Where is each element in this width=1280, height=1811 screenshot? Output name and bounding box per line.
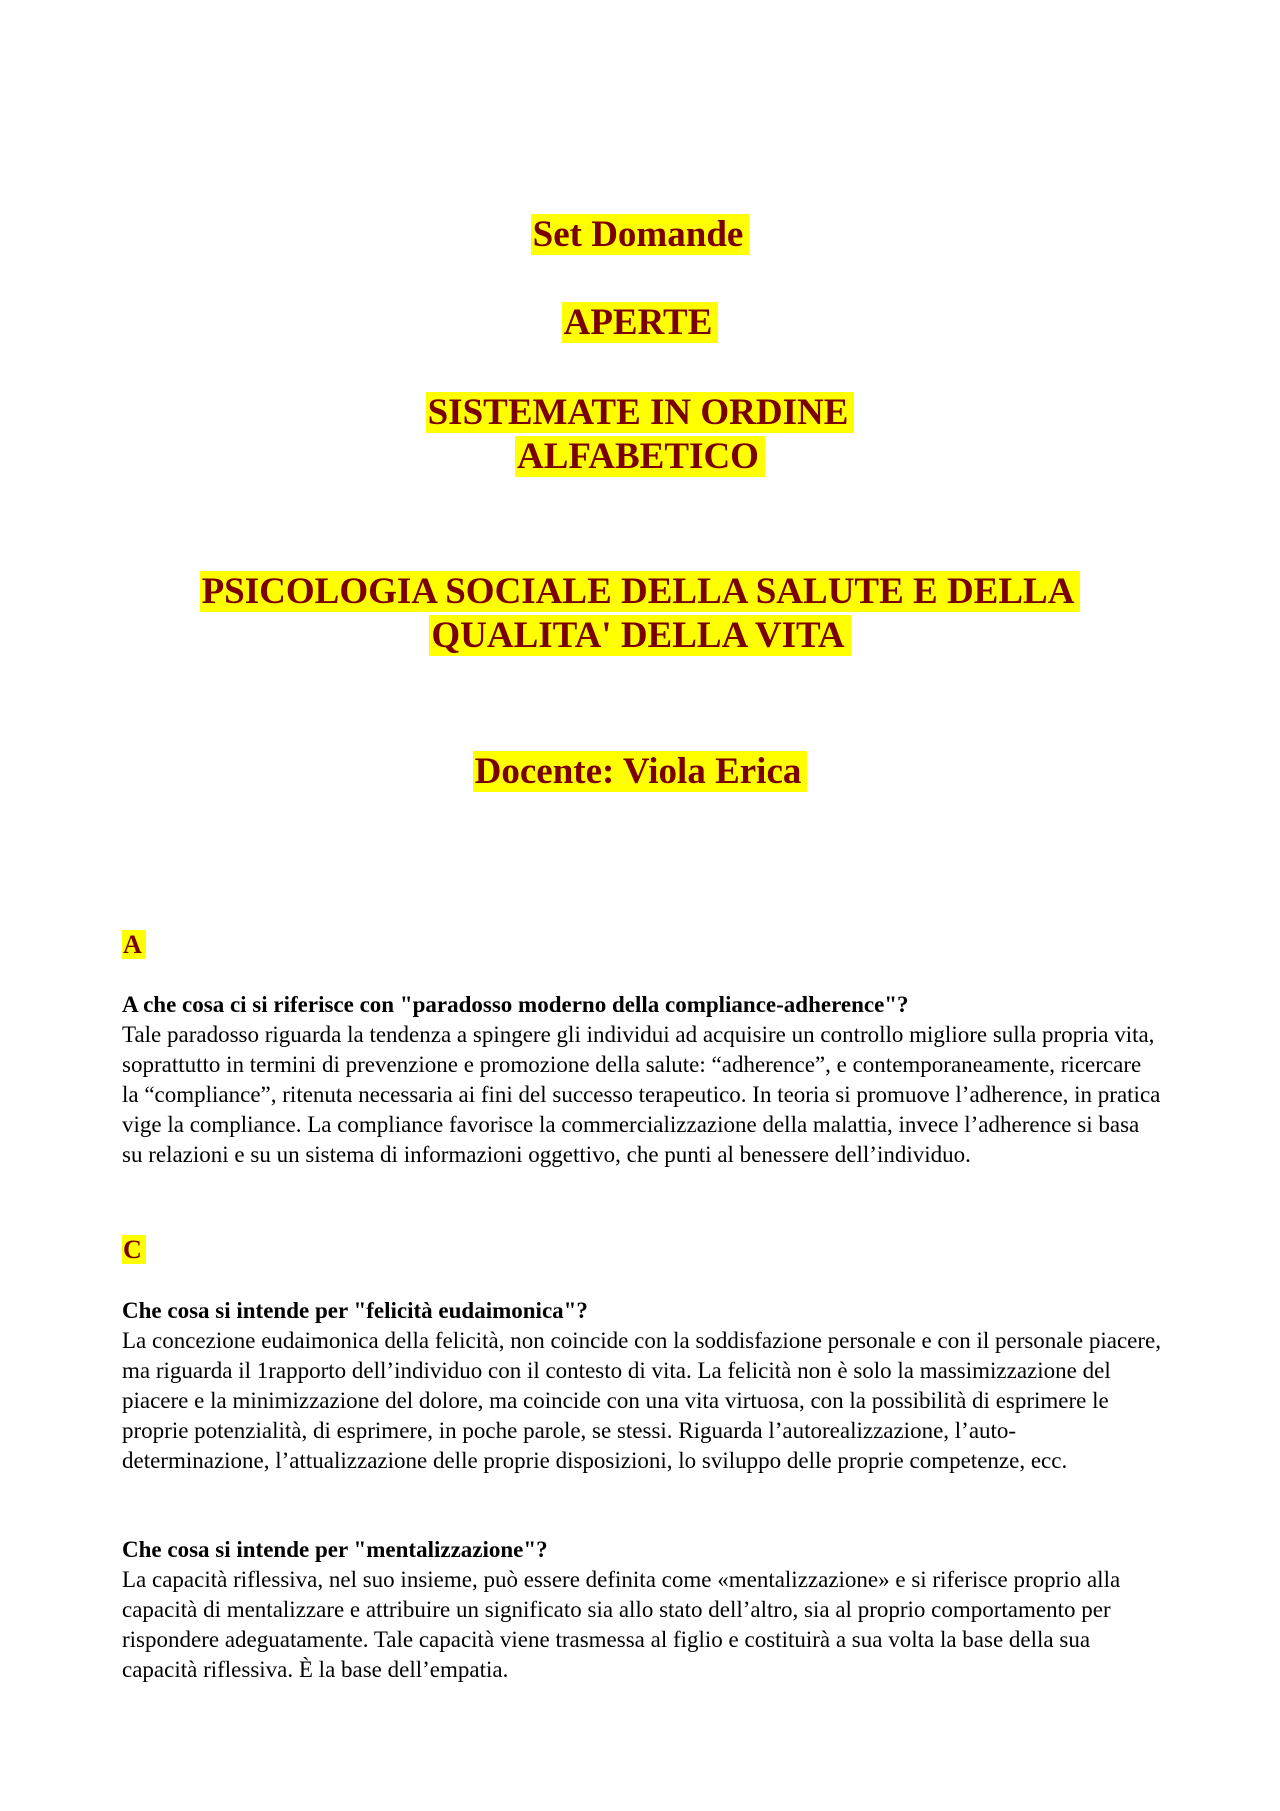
course-title-line2: QUALITA' DELLA VITA	[429, 615, 850, 656]
section-letter-c	[122, 1235, 1162, 1266]
question-text: Che cosa si intende per "mentalizzazione"?	[122, 1537, 548, 1562]
title-ordine-line2: ALFABETICO	[515, 436, 765, 477]
teacher-line	[0, 750, 1280, 794]
section-letter-a	[122, 930, 1162, 961]
course-title-line1: PSICOLOGIA SOCIALE DELLA SALUTE E DELLA	[200, 571, 1081, 612]
title-ordine-alfabetico	[0, 391, 1280, 479]
section-heading: A	[122, 930, 146, 960]
section-heading: C	[122, 1235, 146, 1265]
title-aperte	[0, 301, 1280, 345]
question-text: A che cosa ci si riferisce con "paradosso moderno della compliance-adherence"?	[122, 992, 909, 1017]
title-aperte-text: APERTE	[562, 302, 719, 343]
qa-item	[122, 1535, 1162, 1685]
teacher-text: Docente: Viola Erica	[473, 751, 808, 792]
answer-text: Tale paradosso riguarda la tendenza a spingere gli individui ad acquisire un controllo migliore sulla propria vita, soprattutto in termini di prevenzione e promozione della salute: “adherence”, e contemporaneamente, ricercare la “compliance”, ritenuta necessaria ai fini del successo terapeutico. In teoria si promuove l’adherence, in pratica vige la compliance. La compliance favorisce la commercializzazione della malattia, invece l’adherence si basa su relazioni e su un sistema di informazioni oggettivo, che punti al benessere dell’individuo.	[122, 1022, 1161, 1167]
title-set-domande-text: Set Domande	[531, 214, 750, 255]
course-title	[0, 570, 1280, 658]
answer-text: La concezione eudaimonica della felicità, non coincide con la soddisfazione personale e con il personale piacere, ma riguarda il 1rapporto dell’individuo con il contesto di vita. La felicità non è solo la massimizzazione del piacere e la minimizzazione del dolore, ma coincide con una vita virtuosa, con la possibilità di esprimere le proprie potenzialità, di esprimere, in poche parole, se stessi. Riguarda l’autorealizzazione, l’auto-determinazione, l’attualizzazione delle proprie disposizioni, lo sviluppo delle proprie competenze, ecc.	[122, 1328, 1161, 1473]
title-ordine-line1: SISTEMATE IN ORDINE	[426, 392, 855, 433]
title-set-domande	[0, 213, 1280, 257]
answer-text: La capacità riflessiva, nel suo insieme, può essere definita come «mentalizzazione» e si riferisce proprio alla capacità di mentalizzare e attribuire un significato sia allo stato dell’altro, sia al proprio comportamento per rispondere adeguatamente. Tale capacità viene trasmessa al figlio e costituirà a sua volta la base della sua capacità riflessiva. È la base dell’empatia.	[122, 1567, 1121, 1682]
qa-item	[122, 990, 1162, 1170]
question-text: Che cosa si intende per "felicità eudaimonica"?	[122, 1298, 588, 1323]
qa-item	[122, 1296, 1162, 1476]
